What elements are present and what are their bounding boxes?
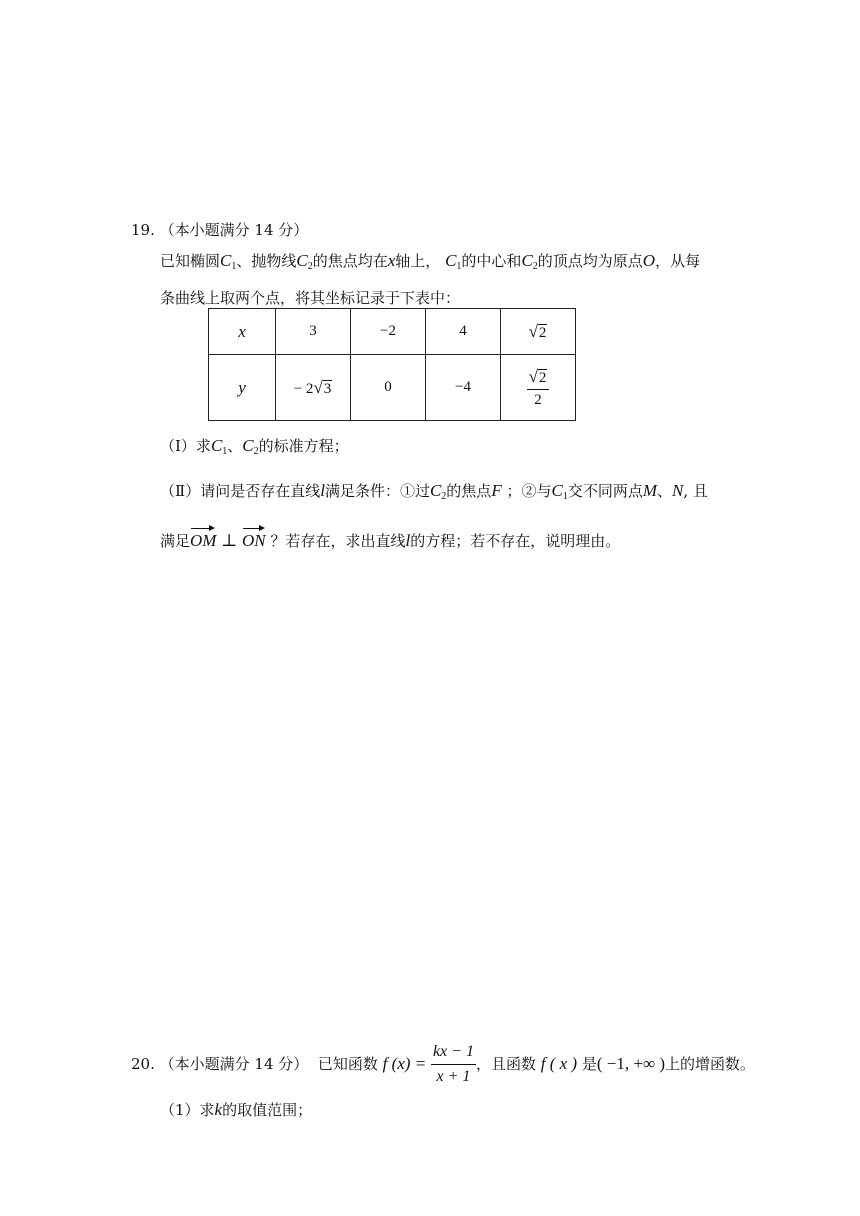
q20-stem-text-d: 上的增函数。 — [665, 1055, 756, 1073]
q19-part1-text-b: 的标准方程； — [258, 437, 349, 455]
q19-part1-sep: 、 — [227, 437, 243, 455]
q19-part2-text-g: , 且 — [683, 482, 708, 500]
q20-number: 20. — [131, 1055, 155, 1073]
q19-stem-text-b: 、抛物线 — [236, 252, 297, 270]
table-header-y: y — [209, 355, 276, 421]
q19-stem-text-g: ，从每 — [655, 252, 701, 270]
q20-score: （本小题满分 14 分） — [159, 1055, 309, 1073]
q19-stem-text-a: 已知椭圆 — [160, 252, 221, 270]
function-fx: f (x) = — [382, 1054, 427, 1073]
symbol-n: N — [672, 481, 684, 500]
symbol-c2-c: $C_2$ — [242, 436, 259, 457]
symbol-c1: $C_1$ — [220, 251, 237, 272]
table-cell-x2: −2 — [351, 309, 426, 355]
symbol-x: x — [387, 251, 396, 270]
q20-part1-text-a: （1）求 — [160, 1101, 215, 1119]
q20-part1-text-b: 的取值范围； — [222, 1101, 313, 1119]
q20-stem-text-b: ，且函数 — [475, 1055, 536, 1073]
symbol-c1-d: $C_1$ — [551, 481, 568, 502]
q19-part2-text-e: 交不同两点 — [567, 482, 643, 500]
q19-part2-text-a: （Ⅱ）请问是否存在直线 — [160, 482, 321, 500]
symbol-l-b: l — [405, 531, 411, 550]
q19-stem-text-d: 轴上， — [395, 252, 441, 270]
q20-stem-text-c: 是 — [581, 1055, 597, 1073]
function-fx-b: f ( x ) — [540, 1054, 578, 1073]
symbol-m: M — [642, 481, 658, 500]
q19-number-text: 19. — [131, 221, 155, 239]
q20-stem-text-a: 已知函数 — [317, 1055, 378, 1073]
q19-part1-text-a: （Ⅰ）求 — [160, 437, 211, 455]
symbol-c1-c: $C_1$ — [210, 436, 228, 457]
vector-on: ON — [242, 531, 266, 550]
fraction-sqrt2-over-2: $\frac{√2}{2}$ — [527, 367, 550, 409]
table-header-x: x — [209, 309, 276, 355]
q19-part2-text-f: 、 — [657, 482, 673, 500]
symbol-c2-d: $C_2$ — [429, 481, 447, 502]
q19-part1 — [160, 436, 349, 462]
symbol-c2-b: $C_2$ — [521, 251, 538, 272]
coordinate-table — [208, 308, 576, 421]
q19-part2-line2 — [160, 531, 620, 551]
interval: ( −1, +∞ ) — [596, 1054, 666, 1073]
q19-part2-text-d: ；②与 — [506, 482, 552, 500]
perpendicular-symbol: ⊥ — [221, 531, 238, 550]
q20-stem — [131, 1042, 756, 1085]
q19-line3-text-b: ？若存在，求出直线 — [270, 532, 406, 550]
symbol-l: l — [320, 481, 325, 500]
q19-stem-text-c: 的焦点均在 — [312, 252, 388, 270]
q19-line3-text-a: 满足 — [160, 532, 191, 550]
q19-stem-text-e: 的中心和 — [461, 252, 522, 270]
q19-part2 — [160, 481, 708, 507]
sqrt-two: √2 — [528, 321, 547, 341]
q19-number — [131, 220, 308, 240]
table-cell-x4 — [501, 309, 576, 355]
symbol-c1-b: $C_1$ — [445, 251, 462, 272]
table-cell-y2: 0 — [351, 355, 426, 421]
symbol-c2: $C_2$ — [296, 251, 313, 272]
symbol-f: F — [491, 481, 502, 500]
q19-part2-text-b: 满足条件：①过 — [324, 482, 430, 500]
table-cell-y3: −4 — [426, 355, 501, 421]
q19-line3-text-c: 的方程；若不存在，说明理由。 — [410, 532, 621, 550]
q19-part2-text-c: 的焦点 — [446, 482, 492, 500]
vector-om: OM — [190, 531, 217, 550]
symbol-k: k — [214, 1100, 223, 1119]
table-cell-y1: − 2√3 — [276, 355, 351, 421]
table-row-x — [209, 309, 576, 355]
q19-stem-line2: 条曲线上取两个点，将其坐标记录于下表中： — [160, 289, 461, 307]
q19-stem-text-f: 的顶点均为原点 — [537, 252, 643, 270]
fraction-kx-minus-1-over-x-plus-1: $\frac{kx - 1}{x + 1}$ — [432, 1042, 474, 1085]
table-row-y — [209, 355, 576, 421]
q19-stem-line1 — [160, 251, 700, 277]
q20-part1 — [160, 1100, 312, 1120]
table-cell-y4 — [501, 355, 576, 421]
table-cell-x3: 4 — [426, 309, 501, 355]
table-cell-x1: 3 — [276, 309, 351, 355]
symbol-o: O — [642, 251, 656, 270]
q19-score: （本小题满分 14 分） — [159, 221, 309, 239]
